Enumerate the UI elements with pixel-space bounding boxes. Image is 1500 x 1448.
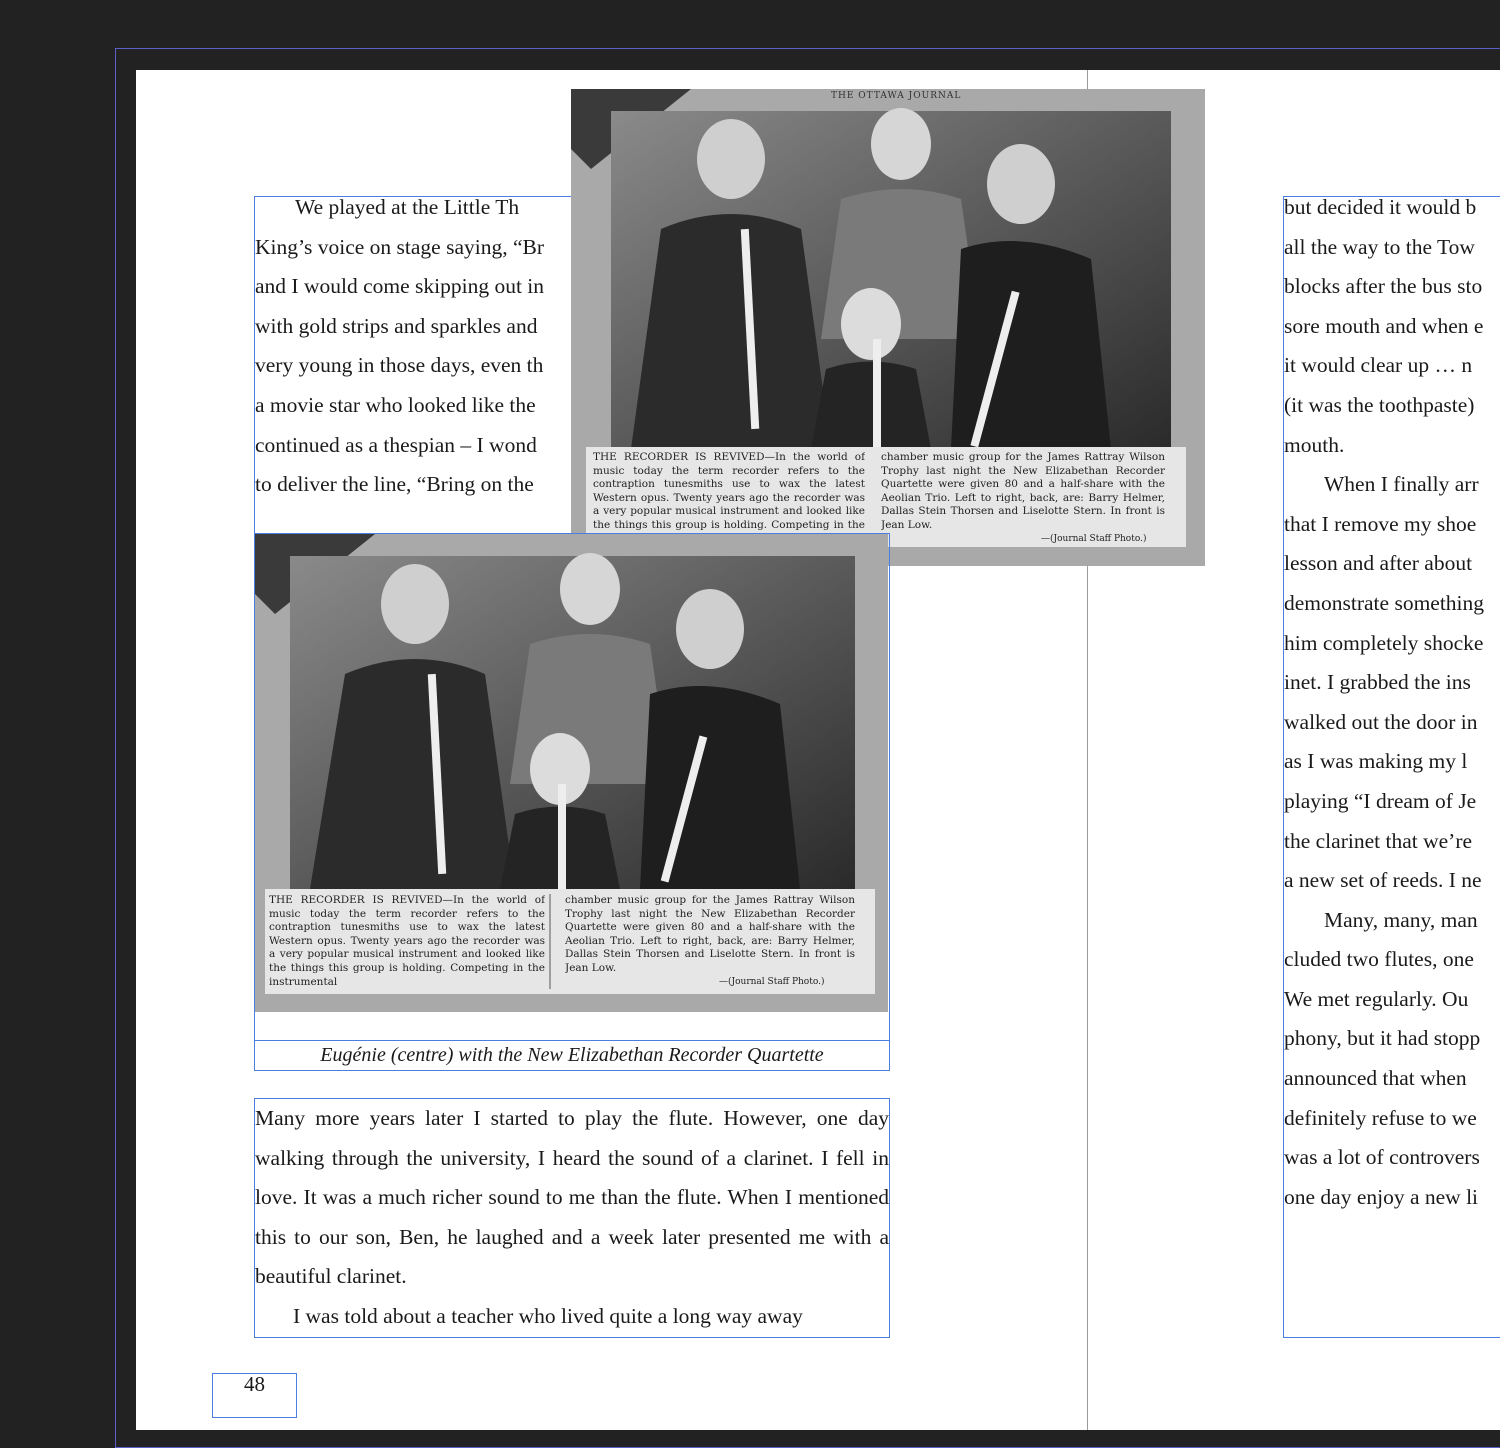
text-line: that I remove my shoe bbox=[1284, 511, 1477, 536]
text-line: definitely refuse to we bbox=[1284, 1105, 1477, 1130]
clipping-credit: —(Journal Staff Photo.) bbox=[1041, 534, 1147, 544]
text-line: announced that when bbox=[1284, 1066, 1467, 1091]
paragraph: I was told about a teacher who lived quite a long way away bbox=[293, 1303, 803, 1328]
clipping-text-left: THE RECORDER IS REVIVED—In the world of music today the term recorder refers to the contraption tunesmiths use to wax the latest Western opus. Twenty years ago the recorder was a very popular musical instrument and looked like the things this group is holding. Competing in the instrumental bbox=[269, 894, 545, 988]
text-line: When I finally arr bbox=[1324, 472, 1479, 497]
text-line: a new set of reeds. I ne bbox=[1284, 868, 1482, 893]
newspaper-header: THE OTTAWA JOURNAL bbox=[831, 91, 962, 101]
text-line: him completely shocke bbox=[1284, 630, 1484, 655]
text-line: We met regularly. Ou bbox=[1284, 986, 1469, 1011]
text-line: King’s voice on stage saying, “Br bbox=[255, 234, 545, 259]
text-line: phony, but it had stopp bbox=[1284, 1026, 1481, 1051]
photo-frame[interactable] bbox=[254, 533, 890, 1041]
text-line: cluded two flutes, one bbox=[1284, 947, 1474, 972]
text-line: very young in those days, even th bbox=[255, 353, 544, 378]
text-line: (it was the toothpaste) bbox=[1284, 392, 1475, 417]
clipping-text-right: chamber music group for the James Rattray Wilson Trophy last night the New Elizabethan Recorder Quartette were given 80 and a half-share with the Aeolian Trio. Left to right, back, are: Barry Helmer, Dallas Stein Thorsen and Liselotte Stern. In front is Jean Low. bbox=[881, 451, 1165, 531]
text-line: mouth. bbox=[1284, 432, 1345, 457]
text-line: one day enjoy a new li bbox=[1284, 1184, 1479, 1209]
text-line: and I would come skipping out in bbox=[255, 274, 545, 299]
clipping-text-right: chamber music group for the James Rattray Wilson Trophy last night the New Elizabethan Recorder Quartette were given 80 and a half-share with the Aeolian Trio. Left to right, back, are: Barry Helmer, Dallas Stein Thorsen and Liselotte Stern. In front is Jean Low. bbox=[565, 894, 855, 974]
text-line: as I was making my l bbox=[1284, 749, 1468, 774]
text-line: inet. I grabbed the ins bbox=[1284, 670, 1471, 695]
page-number-frame[interactable] bbox=[212, 1373, 297, 1418]
photo-caption: Eugénie (centre) with the New Elizabethan Recorder Quartette bbox=[320, 1044, 824, 1066]
page-number: 48 bbox=[244, 1372, 265, 1396]
text-line: blocks after the bus sto bbox=[1284, 274, 1483, 299]
text-line: all the way to the Tow bbox=[1284, 234, 1475, 259]
text-line: continued as a thespian – I wond bbox=[255, 432, 537, 457]
text-line: a movie star who looked like the bbox=[255, 392, 536, 417]
clipping-credit: —(Journal Staff Photo.) bbox=[719, 977, 825, 987]
text-frame-right[interactable] bbox=[1283, 196, 1500, 1338]
text-line: demonstrate something bbox=[1284, 590, 1485, 615]
text-frame-left-bottom[interactable] bbox=[254, 1098, 890, 1338]
text-line: walked out the door in bbox=[1284, 709, 1478, 734]
text-line: playing “I dream of Je bbox=[1284, 788, 1477, 813]
text-line: sore mouth and when e bbox=[1284, 313, 1484, 338]
photo-drag-preview[interactable] bbox=[571, 89, 1205, 566]
text-line: but decided it would b bbox=[1284, 196, 1477, 219]
text-line: with gold strips and sparkles and bbox=[255, 313, 538, 338]
paragraph: Many more years later I started to play the flute. However, one day walking through the university, I heard the sound of a clarinet. I fell in love. It was a much richer sound to me than the flute. When I mentioned this to our son, Ben, he laughed and a week later presented me with a beautiful clarinet. bbox=[255, 1106, 889, 1289]
clipping-text-left: THE RECORDER IS REVIVED—In the world of music today the term recorder refers to the contraption tunesmiths use to wax the latest Western opus. Twenty years ago the recorder was a very popular musical instrument and looked like the things this group is holding. Competing in the bbox=[593, 451, 865, 531]
text-line: Many, many, man bbox=[1324, 907, 1478, 932]
text-line: lesson and after about bbox=[1284, 551, 1473, 576]
text-line: it would clear up … n bbox=[1284, 353, 1473, 378]
text-line: was a lot of controvers bbox=[1284, 1145, 1480, 1170]
text-line: to deliver the line, “Bring on the bbox=[255, 472, 534, 497]
caption-frame[interactable] bbox=[254, 1040, 890, 1071]
text-line: We played at the Little Th bbox=[295, 196, 520, 219]
text-line: the clarinet that we’re bbox=[1284, 828, 1473, 853]
